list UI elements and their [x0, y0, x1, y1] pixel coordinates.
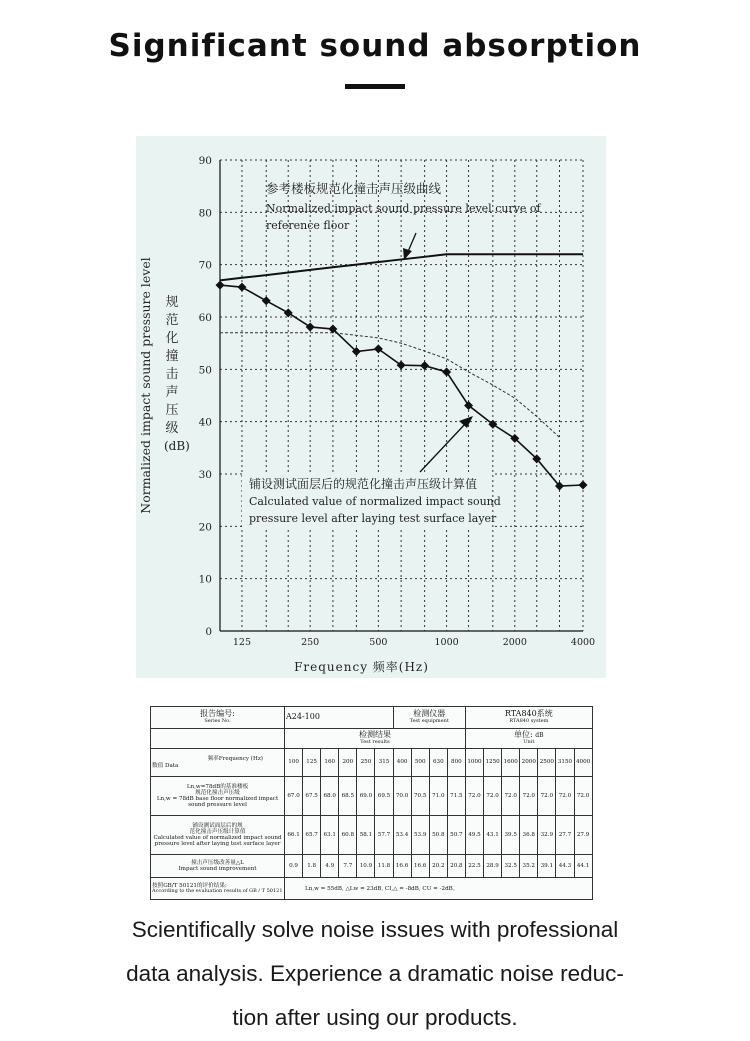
- table-cell: 32.5: [502, 854, 520, 878]
- y-axis-label-cn: 击: [165, 367, 179, 382]
- table-cell: 72.0: [502, 777, 520, 816]
- y-tick-label: 80: [198, 207, 212, 220]
- annotation-arrow-line: [420, 423, 466, 472]
- table-cell: 20.8: [447, 854, 465, 878]
- table-cell: 49.5: [465, 815, 483, 854]
- table-cell: 72.0: [465, 777, 483, 816]
- y-axis-label-cn: 级: [165, 421, 179, 436]
- frequency-header-cell: 315: [375, 749, 393, 777]
- table-cell: 58.1: [357, 815, 375, 854]
- table-cell: 10.9: [357, 854, 375, 878]
- y-axis-label-cn: (dB): [164, 439, 190, 453]
- frequency-header-cell: 1600: [502, 749, 520, 777]
- data-point-marker: [420, 361, 429, 370]
- table-cell: 27.7: [556, 815, 574, 854]
- y-tick-label: 10: [198, 573, 212, 586]
- y-axis-label: Normalized impact sound pressure level: [138, 257, 153, 514]
- frequency-header-cell: 4000: [574, 749, 592, 777]
- row-label: 撞击声压级改善量△L Impact sound improvement: [151, 854, 285, 878]
- table-cell: 16.6: [411, 854, 429, 878]
- evaluation-label: 按照GB/T 50121的评价结果: According to the evaluation results of GB / T 50121: [151, 878, 285, 900]
- table-cell: 67.0: [285, 777, 303, 816]
- table-cell: 63.1: [321, 815, 339, 854]
- frequency-header-cell: 100: [285, 749, 303, 777]
- footer-line: data analysis. Experience a dramatic noise reduc-: [126, 961, 624, 986]
- frequency-header-cell: 400: [393, 749, 411, 777]
- series-no-value: A24-100: [285, 707, 394, 729]
- table-cell: 72.0: [556, 777, 574, 816]
- table-row: [151, 854, 593, 878]
- frequency-header-cell: 160: [321, 749, 339, 777]
- y-axis-label-cn: 撞: [165, 349, 179, 364]
- table-cell: 68.5: [339, 777, 357, 816]
- frequency-header-cell: 200: [339, 749, 357, 777]
- y-axis-label-cn: 压: [165, 403, 179, 418]
- table-cell: 1.8: [303, 854, 321, 878]
- frequency-header-cell: 1000: [465, 749, 483, 777]
- frequency-header-cell: 3150: [556, 749, 574, 777]
- x-tick-label: 500: [369, 637, 388, 648]
- annotation-test-layer-en: pressure level after laying test surface layer: [249, 512, 497, 525]
- annotation-test-layer-en: Calculated value of normalized impact sound: [249, 495, 501, 508]
- table-cell: 70.5: [411, 777, 429, 816]
- annotation-test-layer-cn: 铺设测试面层后的规范化撞击声压级计算值: [249, 477, 478, 491]
- equipment-label: 检测仪器 Test equipment: [393, 707, 465, 729]
- table-cell: 20.2: [429, 854, 447, 878]
- table-cell: 7.7: [339, 854, 357, 878]
- row-label: Ln,w=78dB的基准楼板 规范化撞击声压级 Ln,w = 78dB base floor normalized impact sound pressure level: [151, 777, 285, 816]
- frequency-header-cell: 500: [411, 749, 429, 777]
- series-no-label: 报告编号: Series No.: [151, 707, 285, 729]
- freq-data-header: 频率Frequency (Hz) 数值 Data: [151, 749, 285, 777]
- footer-text: [60, 908, 690, 1040]
- table-cell: 68.0: [321, 777, 339, 816]
- y-tick-label: 70: [198, 259, 212, 272]
- table-cell: 66.1: [285, 815, 303, 854]
- row-label: 铺设测试面层后的规 范化撞击声压级计算值 Calculated value of normalized impact sound pressure level after laying test surface layer: [151, 815, 285, 854]
- evaluation-value: Ln,w = 55dB, △Lw = 23dB, CI,△ = -8dB, CU = -2dB。: [285, 878, 593, 900]
- table-cell: 72.0: [484, 777, 502, 816]
- x-tick-label: 4000: [570, 637, 596, 648]
- frequency-header-cell: 630: [429, 749, 447, 777]
- table-cell: 60.8: [339, 815, 357, 854]
- annotation-reference-en: Normalized impact sound pressure level curve of: [266, 202, 541, 215]
- table-cell: 43.1: [484, 815, 502, 854]
- table-cell: 57.7: [375, 815, 393, 854]
- table-cell: 44.3: [556, 854, 574, 878]
- title-underline: [345, 84, 405, 89]
- frequency-header-cell: 125: [303, 749, 321, 777]
- y-axis-label-cn: 化: [165, 331, 179, 346]
- blank-cell: [151, 728, 285, 748]
- table-cell: 44.1: [574, 854, 592, 878]
- report-table: [150, 706, 593, 900]
- frequency-header-cell: 2000: [520, 749, 538, 777]
- table-cell: 67.5: [303, 777, 321, 816]
- table-cell: 53.4: [393, 815, 411, 854]
- footer-line: Scientifically solve noise issues with professional: [131, 917, 619, 942]
- table-cell: 4.9: [321, 854, 339, 878]
- table-cell: 36.8: [520, 815, 538, 854]
- data-point-marker: [237, 283, 246, 292]
- y-axis-label-cn: 范: [165, 313, 179, 328]
- data-point-marker: [442, 367, 451, 376]
- x-tick-label: 250: [301, 637, 320, 648]
- equipment-value: RTA840系统 RTA840 system: [465, 707, 592, 729]
- data-point-marker: [579, 480, 588, 489]
- y-axis-label-cn: 规: [165, 295, 179, 310]
- table-cell: 22.5: [465, 854, 483, 878]
- table-cell: 50.7: [447, 815, 465, 854]
- table-cell: 71.0: [429, 777, 447, 816]
- table-cell: 69.5: [375, 777, 393, 816]
- y-tick-label: 40: [198, 416, 212, 429]
- frequency-header-cell: 2500: [538, 749, 556, 777]
- page-title: Significant sound absorption: [108, 28, 642, 64]
- impact-sound-chart: [136, 136, 606, 678]
- frequency-header-cell: 250: [357, 749, 375, 777]
- y-tick-label: 30: [198, 469, 212, 481]
- table-cell: 32.9: [538, 815, 556, 854]
- table-cell: 71.5: [447, 777, 465, 816]
- results-label: 检测结果 Test results: [285, 728, 466, 748]
- table-cell: 70.0: [393, 777, 411, 816]
- y-tick-label: 50: [198, 364, 212, 377]
- table-cell: 0.9: [285, 854, 303, 878]
- frequency-header-cell: 1250: [484, 749, 502, 777]
- table-cell: 16.6: [393, 854, 411, 878]
- table-cell: 72.0: [574, 777, 592, 816]
- x-tick-label: 125: [232, 637, 252, 648]
- data-point-marker: [284, 308, 293, 317]
- data-point-marker: [306, 322, 315, 331]
- unit-label: 单位: dB Unit: [465, 728, 592, 748]
- table-cell: 53.9: [411, 815, 429, 854]
- report-table-panel: [150, 706, 592, 900]
- table-cell: 35.2: [520, 854, 538, 878]
- x-axis-label: Frequency 频率(Hz): [294, 660, 429, 674]
- footer-line: tion after using our products.: [232, 1005, 518, 1030]
- table-cell: 27.9: [574, 815, 592, 854]
- data-point-marker: [216, 281, 225, 290]
- table-cell: 72.0: [538, 777, 556, 816]
- annotation-reference-en: reference floor: [266, 219, 350, 232]
- table-row: [151, 815, 593, 854]
- y-tick-label: 60: [198, 312, 212, 324]
- table-cell: 69.0: [357, 777, 375, 816]
- y-axis-label-cn: 声: [165, 385, 179, 400]
- table-cell: 65.7: [303, 815, 321, 854]
- frequency-header-row: [151, 749, 593, 777]
- y-tick-label: 0: [205, 626, 212, 638]
- x-tick-label: 1000: [434, 637, 459, 648]
- data-point-marker: [262, 296, 271, 305]
- table-cell: 50.8: [429, 815, 447, 854]
- x-tick-label: 2000: [502, 637, 527, 648]
- table-cell: 11.8: [375, 854, 393, 878]
- table-row: [151, 777, 593, 816]
- chart-panel: [136, 136, 606, 678]
- y-tick-label: 90: [198, 155, 212, 167]
- annotation-reference-cn: 参考楼板规范化撞击声压级曲线: [266, 181, 442, 196]
- y-tick-label: 20: [198, 521, 212, 534]
- table-cell: 72.0: [520, 777, 538, 816]
- table-cell: 39.5: [502, 815, 520, 854]
- table-cell: 28.9: [484, 854, 502, 878]
- frequency-header-cell: 800: [447, 749, 465, 777]
- table-cell: 39.1: [538, 854, 556, 878]
